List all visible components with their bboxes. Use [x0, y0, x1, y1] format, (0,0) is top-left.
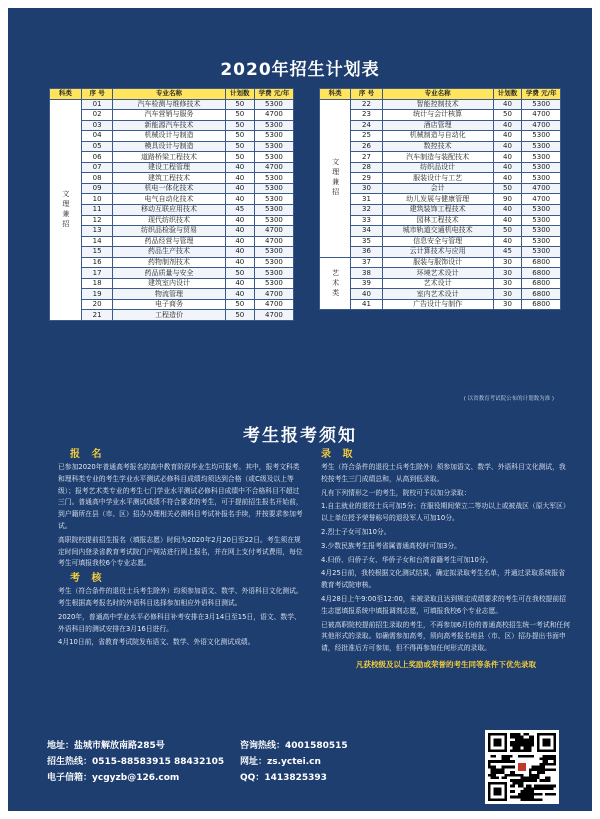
table-row	[50, 120, 294, 131]
email-link[interactable]: ycgyzb@126.com	[92, 773, 180, 783]
table-row	[320, 205, 561, 216]
fee-cell: 5300	[522, 162, 561, 173]
fee-cell: 4700	[522, 194, 561, 205]
plan-table-right	[319, 88, 561, 310]
fee-cell: 6800	[522, 299, 561, 310]
fee-cell: 6800	[522, 289, 561, 300]
category-cell: 艺术类	[320, 257, 351, 310]
seq-cell: 41	[351, 299, 382, 310]
table-row	[50, 257, 294, 268]
poster	[8, 8, 592, 811]
seq-cell: 06	[81, 152, 113, 163]
fee-cell: 5300	[254, 247, 293, 258]
fee-cell: 5300	[522, 152, 561, 163]
table-row	[50, 162, 294, 173]
table-row	[50, 152, 294, 163]
paragraph: 4月25日前，我校根据文化测试结果，确定拟录取考生名单，并通过录取系统报省教育考试院审核。	[321, 569, 566, 590]
seq-cell: 09	[81, 183, 113, 194]
major-cell: 药品质量与安全	[113, 268, 225, 279]
quota-cell: 45	[493, 247, 522, 258]
seq-cell: 37	[351, 257, 382, 268]
fee-cell: 5300	[254, 120, 293, 131]
table-header-cell: 专业名称	[113, 89, 225, 100]
quota-cell: 50	[493, 110, 522, 121]
fee-cell: 6800	[522, 257, 561, 268]
major-cell: 园林工程技术	[382, 215, 493, 226]
seq-cell: 12	[81, 215, 113, 226]
paragraph: 3.少数民族考生报考省属普通高校时可加3分。	[321, 541, 461, 550]
major-cell: 物流管理	[113, 289, 225, 300]
quota-cell: 30	[493, 278, 522, 289]
table-header-cell: 科类	[320, 89, 351, 100]
major-cell: 建筑室内设计	[113, 278, 225, 289]
fee-cell: 5300	[522, 226, 561, 237]
quota-cell: 40	[225, 162, 254, 173]
seq-cell: 31	[351, 194, 382, 205]
seq-cell: 36	[351, 247, 382, 258]
paragraph: 考生（符合条件的退役士兵考生除外）须参加语文、数学、外语科目文化测试，我校按考生三门成绩总和，从高到低录取。	[321, 463, 566, 483]
fee-cell: 5300	[522, 236, 561, 247]
fee-cell: 5300	[254, 268, 293, 279]
seq-cell: 39	[351, 278, 382, 289]
fee-cell: 5300	[254, 278, 293, 289]
seq-cell: 11	[81, 205, 113, 216]
quota-cell: 40	[493, 215, 522, 226]
quota-cell: 40	[225, 183, 254, 194]
seq-cell: 07	[81, 162, 113, 173]
table-header-row	[320, 89, 561, 100]
major-cell: 服装设计与工艺	[382, 173, 493, 184]
seq-cell: 19	[81, 289, 113, 300]
table-row	[50, 141, 294, 152]
table-row	[50, 131, 294, 142]
quota-cell: 50	[225, 310, 254, 321]
qr-code-icon	[485, 730, 559, 804]
table-row	[320, 110, 561, 121]
seq-cell: 38	[351, 268, 382, 279]
quota-cell: 40	[493, 120, 522, 131]
major-cell: 会计	[382, 183, 493, 194]
table-header-cell: 计划数	[493, 89, 522, 100]
table-row	[320, 299, 561, 310]
seq-cell: 17	[81, 268, 113, 279]
paragraph: 已参加2020年普通高考报名的高中教育阶段毕业生均可报考。其中，报考文科类和理科类专业的考生学业水平测试必修科目成绩均须达到合格（或C级及以上等级）；报考艺术类专业的考生七门学业水平测试必修科目成绩中不合格科目不超过三门。普通高中学业水平测试成绩不符合要求的考生，可于提前招生报名开始前，到户籍所在县（市、区）招办办理相关必测科目考试补报名手续，并按要求参加考试。	[58, 463, 303, 530]
fee-cell: 5300	[254, 183, 293, 194]
paragraph: 1.自主就业的退役士兵可加5分；在服役期间荣立二等功以上或被战区（原大军区）以上单位授予荣誉称号的退役军人可加10分。	[321, 502, 570, 523]
quota-cell: 50	[225, 99, 254, 110]
major-cell: 工程造价	[113, 310, 225, 321]
quota-cell: 50	[493, 226, 522, 237]
table-note: ( 以省教育考试院公布的计划数为准 )	[463, 396, 554, 402]
plan-table-left	[49, 88, 294, 321]
table-row	[50, 183, 294, 194]
quota-cell: 40	[225, 289, 254, 300]
quota-cell: 40	[225, 257, 254, 268]
notice-left-column	[58, 448, 303, 651]
fee-cell: 5300	[254, 131, 293, 142]
table-row	[320, 247, 561, 258]
table-row	[50, 247, 294, 258]
fee-cell: 5300	[254, 152, 293, 163]
table-row	[50, 99, 294, 110]
table-row	[50, 299, 294, 310]
quota-cell: 90	[493, 194, 522, 205]
major-cell: 艺术设计	[382, 278, 493, 289]
table-row	[320, 99, 561, 110]
major-cell: 酒店管理	[382, 120, 493, 131]
quota-cell: 40	[225, 247, 254, 258]
table-header-cell: 计划数	[225, 89, 254, 100]
hotline-label: 招生热线：	[47, 757, 93, 767]
seq-cell: 23	[351, 110, 382, 121]
fee-cell: 5300	[522, 141, 561, 152]
seq-cell: 16	[81, 257, 113, 268]
section-title-registration: 报 名	[70, 449, 106, 460]
plan-title: 2020年招生计划表	[220, 60, 380, 80]
section-title-assessment: 考 核	[70, 573, 106, 585]
quota-cell: 50	[225, 152, 254, 163]
paragraph: 高职院校提前招生报名（填报志愿）时间为2020年2月20日至22日。考生须在规定时间内登录省教育考试院门户网站进行网上报名，并在网上支付考试费用，每位考生可填报我校6个专业志愿。	[58, 535, 303, 568]
quota-cell: 50	[493, 183, 522, 194]
seq-cell: 28	[351, 162, 382, 173]
fee-cell: 5300	[254, 205, 293, 216]
table-row	[50, 236, 294, 247]
quota-cell: 40	[493, 162, 522, 173]
major-cell: 机械设计与制造	[113, 131, 225, 142]
major-cell: 电气自动化技术	[113, 194, 225, 205]
quota-cell: 50	[225, 299, 254, 310]
major-cell: 环境艺术设计	[382, 268, 493, 279]
major-cell: 建设工程管理	[113, 162, 225, 173]
quota-cell: 40	[493, 152, 522, 163]
major-cell: 广告设计与制作	[382, 299, 493, 310]
fee-cell: 5300	[254, 257, 293, 268]
major-cell: 统计与会计核算	[382, 110, 493, 121]
table-header-cell: 科类	[50, 89, 82, 100]
seq-cell: 15	[81, 247, 113, 258]
major-cell: 汽车制造与装配技术	[382, 152, 493, 163]
major-cell: 室内艺术设计	[382, 289, 493, 300]
quota-cell: 30	[493, 289, 522, 300]
major-cell: 纺织品设计	[382, 162, 493, 173]
consult-label: 咨询热线：	[240, 741, 286, 751]
table-row	[320, 131, 561, 142]
major-cell: 药物制剂技术	[113, 257, 225, 268]
seq-cell: 04	[81, 131, 113, 142]
seq-cell: 27	[351, 152, 382, 163]
quota-cell: 40	[225, 278, 254, 289]
fee-cell: 4700	[254, 226, 293, 237]
table-header-cell: 序 号	[351, 89, 382, 100]
table-header-cell: 学费 元/年	[254, 89, 293, 100]
major-cell: 建筑工程技术	[113, 173, 225, 184]
major-cell: 机械制造与自动化	[382, 131, 493, 142]
table-row	[50, 310, 294, 321]
quota-cell: 40	[225, 215, 254, 226]
table-row	[50, 205, 294, 216]
major-cell: 幼儿发展与健康管理	[382, 194, 493, 205]
major-cell: 药品经营与管理	[113, 236, 225, 247]
paragraph: 考生（符合条件的退役士兵考生除外）均须参加语文、数学、外语科目文化测试。考生根据高考报名时的外语科目选择参加相应外语科目测试。	[58, 587, 303, 607]
fee-cell: 5300	[254, 173, 293, 184]
paragraph: 2020年，普通高中学业水平必修科目补考安排在3月14日至15日，语文、数学、外语科目的测试安排在3月16日进行。	[58, 612, 301, 633]
email-label: 电子信箱：	[47, 773, 93, 783]
quota-cell: 30	[493, 268, 522, 279]
priority-highlight: 凡获校级及以上奖励或荣誉的考生同等条件下优先录取	[356, 659, 536, 669]
paragraph: 4月10日前，省教育考试院发布语文、数学、外语文化测试成绩。	[58, 638, 255, 647]
quota-cell: 40	[493, 131, 522, 142]
table-row	[320, 173, 561, 184]
address-value: 盐城市解放南路285号	[74, 741, 165, 751]
fee-cell: 4700	[522, 110, 561, 121]
hotline-value: 0515-88583915 88432105	[92, 757, 225, 767]
website-label: 网址：	[240, 757, 268, 767]
seq-cell: 40	[351, 289, 382, 300]
fee-cell: 4700	[254, 162, 293, 173]
major-cell: 模具设计与制造	[113, 141, 225, 152]
fee-cell: 5300	[254, 194, 293, 205]
website-link[interactable]: zs.yctei.cn	[267, 757, 321, 767]
address-label: 地址：	[47, 741, 75, 751]
quota-cell: 40	[225, 226, 254, 237]
seq-cell: 02	[81, 110, 113, 121]
notice-right-column	[321, 448, 571, 671]
fee-cell: 5300	[254, 99, 293, 110]
table-row	[50, 215, 294, 226]
table-row	[50, 278, 294, 289]
category-cell: 文理兼招	[320, 99, 351, 257]
consult-value: 4001580515	[285, 741, 348, 751]
fee-cell: 4700	[522, 183, 561, 194]
major-cell: 纺织品检验与贸易	[113, 226, 225, 237]
table-row	[320, 194, 561, 205]
seq-cell: 30	[351, 183, 382, 194]
table-row	[320, 257, 561, 268]
major-cell: 现代纺织技术	[113, 215, 225, 226]
fee-cell: 5300	[522, 247, 561, 258]
paragraph: 4月28日上午9:00至12:00，未被录取且达到规定成绩要求的考生可在我校提前招生志愿填报系统中填报调剂志愿，可填报我校6个专业志愿。	[321, 594, 566, 615]
fee-cell: 5300	[522, 131, 561, 142]
quota-cell: 50	[225, 131, 254, 142]
paragraph: 4.归侨、归侨子女、华侨子女和台湾省籍考生可加10分。	[321, 555, 493, 564]
fee-cell: 5300	[522, 215, 561, 226]
table-row	[320, 278, 561, 289]
table-row	[50, 289, 294, 300]
quota-cell: 40	[493, 173, 522, 184]
table-row	[50, 173, 294, 184]
fee-cell: 4700	[254, 110, 293, 121]
category-cell: 文理兼招	[50, 99, 82, 320]
quota-cell: 50	[225, 141, 254, 152]
seq-cell: 08	[81, 173, 113, 184]
section-title-admission: 录 取	[321, 449, 357, 460]
major-cell: 智能控制技术	[382, 99, 493, 110]
seq-cell: 21	[81, 310, 113, 321]
major-cell: 建筑装饰工程技术	[382, 205, 493, 216]
fee-cell: 4700	[522, 120, 561, 131]
seq-cell: 35	[351, 236, 382, 247]
table-row	[320, 120, 561, 131]
seq-cell: 18	[81, 278, 113, 289]
fee-cell: 5300	[522, 205, 561, 216]
seq-cell: 29	[351, 173, 382, 184]
quota-cell: 40	[493, 205, 522, 216]
table-row	[50, 110, 294, 121]
seq-cell: 13	[81, 226, 113, 237]
table-row	[320, 183, 561, 194]
table-row	[320, 236, 561, 247]
quota-cell: 30	[493, 299, 522, 310]
major-cell: 汽车检测与维修技术	[113, 99, 225, 110]
seq-cell: 20	[81, 299, 113, 310]
quota-cell: 50	[225, 110, 254, 121]
notice-title: 考生报考须知	[243, 426, 357, 446]
fee-cell: 4700	[254, 289, 293, 300]
table-header-cell: 专业名称	[382, 89, 493, 100]
major-cell: 服装与服饰设计	[382, 257, 493, 268]
seq-cell: 26	[351, 141, 382, 152]
seq-cell: 24	[351, 120, 382, 131]
quota-cell: 40	[493, 99, 522, 110]
table-row	[50, 194, 294, 205]
fee-cell: 5300	[522, 173, 561, 184]
major-cell: 汽车营销与服务	[113, 110, 225, 121]
major-cell: 移动互联应用技术	[113, 205, 225, 216]
seq-cell: 10	[81, 194, 113, 205]
major-cell: 药品生产技术	[113, 247, 225, 258]
fee-cell: 6800	[522, 268, 561, 279]
paragraph: 凡有下列情形之一的考生，院校可予以加分录取：	[321, 488, 471, 497]
table-header-row	[50, 89, 294, 100]
qq-value: 1413825393	[264, 773, 327, 783]
quota-cell: 40	[493, 141, 522, 152]
table-row	[320, 268, 561, 279]
table-header-cell: 学费 元/年	[522, 89, 561, 100]
major-cell: 新能源汽车技术	[113, 120, 225, 131]
fee-cell: 4700	[254, 310, 293, 321]
seq-cell: 22	[351, 99, 382, 110]
major-cell: 信息安全与管理	[382, 236, 493, 247]
quota-cell: 50	[225, 268, 254, 279]
qq-label: QQ：	[240, 773, 265, 783]
table-row	[320, 226, 561, 237]
table-row	[320, 152, 561, 163]
quota-cell: 45	[225, 205, 254, 216]
fee-cell: 5300	[522, 99, 561, 110]
major-cell: 城市轨道交通机电技术	[382, 226, 493, 237]
seq-cell: 05	[81, 141, 113, 152]
quota-cell: 40	[225, 194, 254, 205]
table-row	[320, 162, 561, 173]
paragraph: 已被高职院校提前招生录取的考生，不再参加6月份的普通高校招生统一考试和任何其他形式的录取。如确需参加高考，须向高考报名地县（市、区）招办提出书面申请，经批准后方可参加，但不得再参加任何形式的录取。	[321, 620, 571, 653]
seq-cell: 25	[351, 131, 382, 142]
seq-cell: 32	[351, 205, 382, 216]
contact-footer	[47, 738, 348, 786]
quota-cell: 50	[225, 120, 254, 131]
table-row	[320, 141, 561, 152]
seq-cell: 34	[351, 226, 382, 237]
quota-cell: 40	[225, 173, 254, 184]
seq-cell: 03	[81, 120, 113, 131]
table-row	[50, 226, 294, 237]
seq-cell: 33	[351, 215, 382, 226]
fee-cell: 5300	[254, 141, 293, 152]
major-cell: 机电一体化技术	[113, 183, 225, 194]
quota-cell: 40	[225, 236, 254, 247]
seq-cell: 01	[81, 99, 113, 110]
seq-cell: 14	[81, 236, 113, 247]
table-row	[320, 289, 561, 300]
table-header-cell: 序 号	[81, 89, 113, 100]
fee-cell: 5300	[254, 215, 293, 226]
fee-cell: 6800	[522, 278, 561, 289]
paragraph: 2.烈士子女可加10分。	[321, 527, 391, 536]
major-cell: 电子商务	[113, 299, 225, 310]
table-row	[320, 215, 561, 226]
fee-cell: 4700	[254, 299, 293, 310]
major-cell: 道路桥梁工程技术	[113, 152, 225, 163]
major-cell: 数控技术	[382, 141, 493, 152]
major-cell: 云计算技术与应用	[382, 247, 493, 258]
table-row	[50, 268, 294, 279]
fee-cell: 4700	[254, 236, 293, 247]
quota-cell: 30	[493, 257, 522, 268]
quota-cell: 40	[493, 236, 522, 247]
